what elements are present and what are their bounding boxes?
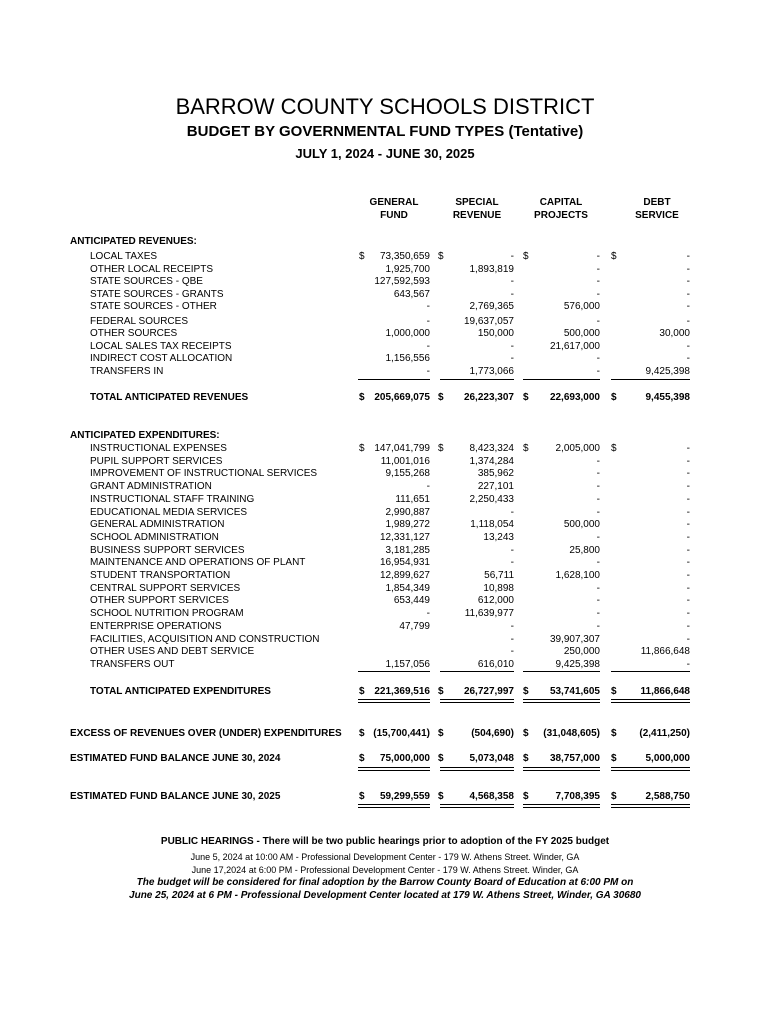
fund-balance-2025-general-fund: 59,299,559	[379, 791, 430, 802]
revenue-value-special-revenue: -	[510, 276, 514, 287]
expenditure-value-debt-service: -	[686, 456, 690, 467]
expenditure-row-label: SCHOOL NUTRITION PROGRAM	[90, 608, 244, 619]
fund-balance-2024-general-fund: 75,000,000	[379, 753, 430, 764]
expenditure-value-debt-service: -	[686, 443, 690, 454]
expenditure-value-special-revenue: -	[510, 557, 514, 568]
currency-symbol: $	[359, 753, 365, 764]
expenditure-value-capital-projects: 250,000	[563, 646, 600, 657]
expenditure-value-debt-service: 11,866,648	[640, 646, 690, 657]
expenditure-value-special-revenue: 612,000	[477, 595, 514, 606]
revenue-value-general-fund: 127,592,593	[374, 276, 430, 287]
expenditure-value-special-revenue: 1,374,284	[469, 456, 514, 467]
revenue-value-capital-projects: -	[596, 251, 600, 262]
currency-symbol: $	[438, 443, 444, 454]
double-underline	[440, 804, 514, 808]
currency-symbol: $	[438, 392, 444, 403]
hearing-date-2: June 17,2024 at 6:00 PM - Professional Development Center - 179 W. Athens Street. Winder, GA	[191, 865, 579, 875]
currency-symbol: $	[438, 791, 444, 802]
expenditure-value-special-revenue: -	[510, 507, 514, 518]
currency-symbol: $	[523, 791, 529, 802]
expenditure-value-capital-projects: -	[596, 481, 600, 492]
expenditure-value-general-fund: 12,331,127	[379, 532, 430, 543]
expenditure-value-special-revenue: -	[510, 646, 514, 657]
expenditure-value-capital-projects: 39,907,307	[549, 634, 600, 645]
revenue-value-general-fund: -	[426, 341, 430, 352]
currency-symbol: $	[611, 251, 617, 262]
revenue-value-special-revenue: -	[510, 353, 514, 364]
expenditure-value-debt-service: -	[686, 494, 690, 505]
double-underline	[358, 804, 430, 808]
revenue-value-debt-service: 9,425,398	[645, 366, 690, 377]
expenditure-row-label: STUDENT TRANSPORTATION	[90, 570, 231, 581]
currency-symbol: $	[523, 443, 529, 454]
district-title: BARROW COUNTY SCHOOLS DISTRICT	[175, 94, 595, 119]
expenditure-value-special-revenue: 2,250,433	[469, 494, 514, 505]
total-revenues-general-fund: 205,669,075	[374, 392, 430, 403]
expenditure-value-general-fund: 11,001,016	[380, 456, 430, 467]
underline	[358, 671, 430, 672]
currency-symbol: $	[523, 686, 529, 697]
underline	[358, 379, 430, 380]
expenditure-row-label: FACILITIES, ACQUISITION AND CONSTRUCTION	[90, 634, 320, 645]
expenditure-value-capital-projects: 2,005,000	[555, 443, 600, 454]
revenue-value-debt-service: -	[686, 301, 690, 312]
expenditure-value-general-fund: 3,181,285	[385, 545, 430, 556]
total-revenues-capital-projects: 22,693,000	[549, 392, 600, 403]
expenditure-value-special-revenue: -	[510, 621, 514, 632]
expenditure-value-capital-projects: -	[596, 595, 600, 606]
double-underline	[523, 699, 600, 703]
revenue-value-capital-projects: -	[596, 366, 600, 377]
expenditure-value-capital-projects: -	[596, 583, 600, 594]
expenditure-value-capital-projects: 25,800	[569, 545, 600, 556]
column-header-special-revenue: SPECIAL REVENUE	[452, 197, 502, 221]
total-expenditures-label: TOTAL ANTICIPATED EXPENDITURES	[90, 686, 271, 697]
expenditure-value-debt-service: -	[686, 608, 690, 619]
expenditure-value-debt-service: -	[686, 519, 690, 530]
total-expenditures-special-revenue: 26,727,997	[463, 686, 514, 697]
revenue-value-capital-projects: -	[596, 264, 600, 275]
excess-revenues-label: EXCESS OF REVENUES OVER (UNDER) EXPENDITURES	[70, 728, 342, 739]
expenditure-value-general-fund: 12,899,627	[379, 570, 430, 581]
revenue-value-debt-service: 30,000	[659, 328, 690, 339]
expenditure-value-capital-projects: -	[596, 532, 600, 543]
revenue-value-special-revenue: 150,000	[477, 328, 514, 339]
expenditure-value-special-revenue: -	[510, 545, 514, 556]
expenditure-value-capital-projects: -	[596, 621, 600, 632]
expenditure-value-special-revenue: 1,118,054	[470, 519, 514, 530]
double-underline	[611, 767, 690, 771]
expenditure-value-capital-projects: -	[596, 468, 600, 479]
expenditure-value-special-revenue: 227,101	[477, 481, 514, 492]
expenditure-value-special-revenue: 616,010	[477, 659, 514, 670]
revenue-row-label: STATE SOURCES - GRANTS	[90, 289, 224, 300]
revenue-value-special-revenue: 1,773,066	[469, 366, 514, 377]
revenue-value-debt-service: -	[686, 316, 690, 327]
currency-symbol: $	[523, 251, 529, 262]
expenditure-row-label: SCHOOL ADMINISTRATION	[90, 532, 219, 543]
expenditure-value-debt-service: -	[686, 481, 690, 492]
double-underline	[358, 699, 430, 703]
expenditure-value-capital-projects: -	[596, 608, 600, 619]
revenue-value-capital-projects: -	[596, 289, 600, 300]
revenue-value-special-revenue: -	[510, 251, 514, 262]
currency-symbol: $	[611, 443, 617, 454]
expenditure-value-debt-service: -	[686, 507, 690, 518]
column-header-general-fund: GENERAL FUND	[369, 197, 419, 221]
currency-symbol: $	[359, 686, 365, 697]
total-expenditures-general-fund: 221,369,516	[374, 686, 430, 697]
revenue-value-debt-service: -	[686, 341, 690, 352]
currency-symbol: $	[359, 443, 365, 454]
revenue-value-special-revenue: 2,769,365	[469, 301, 514, 312]
expenditure-value-general-fund: 16,954,931	[379, 557, 430, 568]
expenditure-row-label: OTHER SUPPORT SERVICES	[90, 595, 229, 606]
revenue-row-label: LOCAL TAXES	[90, 251, 158, 262]
expenditure-value-debt-service: -	[686, 659, 690, 670]
revenue-value-special-revenue: -	[510, 341, 514, 352]
currency-symbol: $	[359, 728, 365, 739]
expenditure-value-debt-service: -	[686, 468, 690, 479]
expenditure-value-general-fund: 2,990,887	[385, 507, 430, 518]
revenue-value-general-fund: -	[426, 301, 430, 312]
revenue-row-label: OTHER LOCAL RECEIPTS	[90, 264, 213, 275]
currency-symbol: $	[438, 251, 444, 262]
expenditures-heading: ANTICIPATED EXPENDITURES:	[70, 430, 220, 441]
revenue-value-general-fund: 1,156,556	[385, 353, 430, 364]
expenditure-row-label: CENTRAL SUPPORT SERVICES	[90, 583, 241, 594]
revenue-value-special-revenue: 1,893,819	[469, 264, 514, 275]
revenue-value-special-revenue: 19,637,057	[463, 316, 514, 327]
double-underline	[358, 767, 430, 771]
revenue-value-debt-service: -	[686, 353, 690, 364]
double-underline	[611, 804, 690, 808]
expenditure-value-special-revenue: 385,962	[477, 468, 514, 479]
currency-symbol: $	[359, 251, 365, 262]
fund-balance-2025-special-revenue: 4,568,358	[469, 791, 514, 802]
revenue-value-general-fund: 73,350,659	[379, 251, 430, 262]
expenditure-value-general-fund: 1,157,056	[385, 659, 430, 670]
column-header-capital-projects: CAPITAL PROJECTS	[534, 197, 588, 221]
underline	[611, 671, 690, 672]
revenue-value-general-fund: -	[426, 366, 430, 377]
expenditure-value-capital-projects: 500,000	[563, 519, 600, 530]
revenue-value-capital-projects: 21,617,000	[549, 341, 600, 352]
revenue-row-label: STATE SOURCES - OTHER	[90, 301, 217, 312]
revenue-value-capital-projects: 500,000	[563, 328, 600, 339]
currency-symbol: $	[359, 791, 365, 802]
revenue-row-label: OTHER SOURCES	[90, 328, 178, 339]
excess-revenues-debt-service: (2,411,250)	[639, 728, 690, 739]
expenditure-value-capital-projects: 9,425,398	[555, 659, 600, 670]
expenditure-value-capital-projects: -	[596, 507, 600, 518]
expenditure-value-general-fund: 147,041,799	[374, 443, 430, 454]
revenue-value-general-fund: -	[426, 316, 430, 327]
expenditure-value-general-fund: -	[426, 608, 430, 619]
revenue-value-general-fund: 643,567	[393, 289, 430, 300]
currency-symbol: $	[611, 686, 617, 697]
expenditure-row-label: TRANSFERS OUT	[90, 659, 175, 670]
total-revenues-label: TOTAL ANTICIPATED REVENUES	[90, 392, 249, 403]
total-revenues-special-revenue: 26,223,307	[463, 392, 514, 403]
revenue-row-label: LOCAL SALES TAX RECEIPTS	[90, 341, 232, 352]
fund-balance-2025-debt-service: 2,588,750	[645, 791, 690, 802]
underline	[523, 379, 600, 380]
double-underline	[440, 767, 514, 771]
expenditure-value-capital-projects: 1,628,100	[555, 570, 600, 581]
adoption-date-location: June 25, 2024 at 6 PM - Professional Development Center located at 179 W. Athens Street, Winder, GA 30680	[129, 890, 641, 901]
currency-symbol: $	[611, 753, 617, 764]
currency-symbol: $	[523, 392, 529, 403]
expenditure-value-special-revenue: 11,639,977	[464, 608, 514, 619]
expenditure-value-special-revenue: 56,711	[484, 570, 514, 581]
hearing-date-1: June 5, 2024 at 10:00 AM - Professional Development Center - 179 W. Athens Street. Winder, GA	[190, 852, 580, 862]
adoption-notice: The budget will be considered for final adoption by the Barrow County Board of Education at 6:00 PM on	[136, 877, 634, 888]
expenditure-value-general-fund: 9,155,268	[385, 468, 430, 479]
expenditure-value-general-fund: 47,799	[399, 621, 430, 632]
expenditure-value-special-revenue: -	[510, 634, 514, 645]
fund-balance-2025-capital-projects: 7,708,395	[555, 791, 600, 802]
expenditure-value-general-fund: 653,449	[393, 595, 430, 606]
expenditure-row-label: GRANT ADMINISTRATION	[90, 481, 212, 492]
total-expenditures-capital-projects: 53,741,605	[549, 686, 600, 697]
expenditure-value-capital-projects: -	[596, 557, 600, 568]
currency-symbol: $	[438, 686, 444, 697]
revenue-value-capital-projects: -	[596, 276, 600, 287]
fund-balance-2024-capital-projects: 38,757,000	[549, 753, 600, 764]
total-expenditures-debt-service: 11,866,648	[640, 686, 690, 697]
column-header-debt-service: DEBT SERVICE	[635, 197, 679, 221]
expenditure-row-label: GENERAL ADMINISTRATION	[90, 519, 225, 530]
revenue-value-debt-service: -	[686, 251, 690, 262]
revenue-row-label: STATE SOURCES - QBE	[90, 276, 203, 287]
expenditure-value-general-fund: -	[426, 481, 430, 492]
revenue-value-special-revenue: -	[510, 289, 514, 300]
expenditure-row-label: MAINTENANCE AND OPERATIONS OF PLANT	[90, 557, 306, 568]
expenditure-value-special-revenue: 8,423,324	[469, 443, 514, 454]
double-underline	[611, 699, 690, 703]
double-underline	[523, 767, 600, 771]
fund-balance-2025-label: ESTIMATED FUND BALANCE JUNE 30, 2025	[70, 791, 281, 802]
currency-symbol: $	[611, 728, 617, 739]
fiscal-period: JULY 1, 2024 - JUNE 30, 2025	[295, 146, 475, 161]
currency-symbol: $	[611, 392, 617, 403]
underline	[523, 671, 600, 672]
expenditure-value-debt-service: -	[686, 532, 690, 543]
revenue-value-debt-service: -	[686, 289, 690, 300]
expenditure-value-general-fund: 1,989,272	[385, 519, 430, 530]
hearings-heading: PUBLIC HEARINGS - There will be two public hearings prior to adoption of the FY 2025 budget	[160, 836, 610, 847]
revenue-value-general-fund: 1,000,000	[385, 328, 430, 339]
currency-symbol: $	[523, 753, 529, 764]
underline	[440, 379, 514, 380]
underline	[440, 671, 514, 672]
expenditure-value-special-revenue: 13,243	[483, 532, 514, 543]
expenditure-value-general-fund: 1,854,349	[385, 583, 430, 594]
revenues-heading: ANTICIPATED REVENUES:	[70, 236, 197, 247]
revenue-value-capital-projects: -	[596, 316, 600, 327]
excess-revenues-special-revenue: (504,690)	[471, 728, 514, 739]
expenditure-value-special-revenue: 10,898	[483, 583, 514, 594]
currency-symbol: $	[611, 791, 617, 802]
expenditure-value-debt-service: -	[686, 570, 690, 581]
expenditure-value-debt-service: -	[686, 621, 690, 632]
fund-balance-2024-special-revenue: 5,073,048	[469, 753, 514, 764]
expenditure-value-debt-service: -	[686, 557, 690, 568]
expenditure-value-capital-projects: -	[596, 494, 600, 505]
double-underline	[523, 804, 600, 808]
expenditure-row-label: INSTRUCTIONAL STAFF TRAINING	[90, 494, 255, 505]
fund-balance-2024-debt-service: 5,000,000	[645, 753, 690, 764]
revenue-row-label: INDIRECT COST ALLOCATION	[90, 353, 233, 364]
revenue-value-debt-service: -	[686, 276, 690, 287]
expenditure-value-capital-projects: -	[596, 456, 600, 467]
expenditure-value-debt-service: -	[686, 583, 690, 594]
excess-revenues-capital-projects: (31,048,605)	[543, 728, 600, 739]
expenditure-row-label: EDUCATIONAL MEDIA SERVICES	[90, 507, 248, 518]
expenditure-row-label: ENTERPRISE OPERATIONS	[90, 621, 222, 632]
fund-balance-2024-label: ESTIMATED FUND BALANCE JUNE 30, 2024	[70, 753, 281, 764]
revenue-row-label: TRANSFERS IN	[90, 366, 164, 377]
revenue-value-general-fund: 1,925,700	[385, 264, 430, 275]
expenditure-value-debt-service: -	[686, 595, 690, 606]
expenditure-row-label: BUSINESS SUPPORT SERVICES	[90, 545, 245, 556]
underline	[611, 379, 690, 380]
currency-symbol: $	[359, 392, 365, 403]
currency-symbol: $	[438, 753, 444, 764]
excess-revenues-general-fund: (15,700,441)	[373, 728, 430, 739]
expenditure-value-general-fund: 111,651	[395, 494, 430, 505]
expenditure-row-label: INSTRUCTIONAL EXPENSES	[90, 443, 227, 454]
double-underline	[440, 699, 514, 703]
revenue-value-debt-service: -	[686, 264, 690, 275]
expenditure-value-debt-service: -	[686, 634, 690, 645]
currency-symbol: $	[438, 728, 444, 739]
currency-symbol: $	[523, 728, 529, 739]
revenue-value-capital-projects: 576,000	[563, 301, 600, 312]
budget-subtitle: BUDGET BY GOVERNMENTAL FUND TYPES (Tentative)	[186, 123, 584, 140]
revenue-row-label: FEDERAL SOURCES	[90, 316, 188, 327]
revenue-value-capital-projects: -	[596, 353, 600, 364]
expenditure-row-label: OTHER USES AND DEBT SERVICE	[90, 646, 255, 657]
expenditure-row-label: IMPROVEMENT OF INSTRUCTIONAL SERVICES	[90, 468, 318, 479]
expenditure-value-debt-service: -	[686, 545, 690, 556]
expenditure-row-label: PUPIL SUPPORT SERVICES	[90, 456, 223, 467]
total-revenues-debt-service: 9,455,398	[645, 392, 690, 403]
